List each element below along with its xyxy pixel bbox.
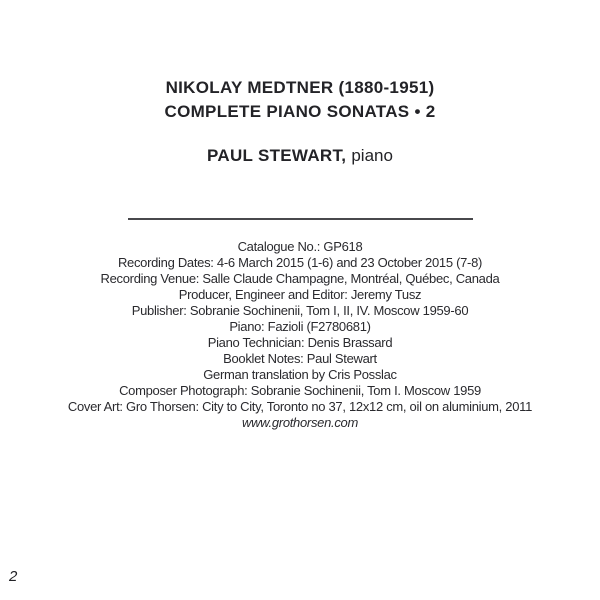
credit-line-piano: Piano: Fazioli (F2780681) [229, 319, 371, 334]
performer-name: PAUL STEWART, [207, 146, 347, 165]
page-number: 2 [9, 568, 18, 585]
credit-line-recording-venue: Recording Venue: Salle Claude Champagne, Montréal, Québec, Canada [100, 271, 500, 286]
performer-instrument: piano [351, 146, 393, 165]
credit-line-piano-technician: Piano Technician: Denis Brassard [207, 335, 393, 350]
credit-line-booklet-notes: Booklet Notes: Paul Stewart [223, 351, 377, 366]
website-text: www.grothorsen.com [242, 415, 358, 430]
performer-line [0, 144, 600, 168]
composer-title: NIKOLAY MEDTNER (1880-1951) [165, 78, 435, 97]
credits-block [0, 239, 600, 431]
credit-line-publisher: Publisher: Sobranie Sochinenii, Tom I, II, IV. Moscow 1959-60 [131, 303, 469, 318]
credit-line-producer: Producer, Engineer and Editor: Jeremy Tusz [178, 287, 422, 302]
credit-line-catalogue: Catalogue No.: GP618 [237, 239, 363, 254]
album-title: COMPLETE PIANO SONATAS • 2 [164, 102, 436, 121]
credit-line-composer-photograph: Composer Photograph: Sobranie Sochinenii, Tom I. Moscow 1959 [119, 383, 481, 398]
album-header [0, 76, 600, 168]
horizontal-divider [128, 218, 473, 220]
credit-line-recording-dates: Recording Dates: 4-6 March 2015 (1-6) and 23 October 2015 (7-8) [117, 255, 483, 270]
credit-line-german-translation: German translation by Cris Posslac [203, 367, 397, 382]
credit-line-cover-art: Cover Art: Gro Thorsen: City to City, Toronto no 37, 12x12 cm, oil on aluminium, 2011 [67, 399, 533, 414]
